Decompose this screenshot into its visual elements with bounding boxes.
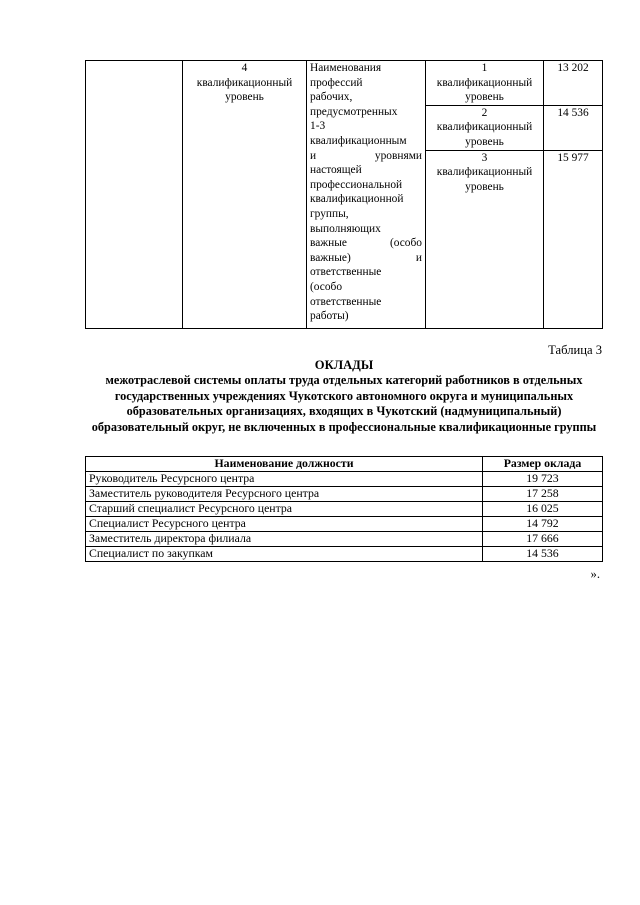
column-header-position: Наименование должности [86, 457, 483, 472]
sublevel-cell: 1 квалификационный уровень [426, 61, 544, 106]
salary-amount: 14 536 [483, 547, 603, 562]
sublevel-cell: 2 квалификационный уровень [426, 105, 544, 150]
table-header-row [86, 457, 603, 472]
document-title: ОКЛАДЫ [314, 358, 374, 372]
position-name: Специалист по закупкам [86, 547, 483, 562]
position-name: Заместитель руководителя Ресурсного центра [86, 487, 483, 502]
salary-amount: 19 723 [483, 472, 603, 487]
qualification-level-cell: 4 квалификационный уровень [183, 61, 307, 329]
column-header-salary: Размер оклада [483, 457, 603, 472]
table-row [86, 472, 603, 487]
empty-cell [86, 61, 183, 329]
sublevel-cell: 3 квалификационный уровень [426, 150, 544, 328]
amount-cell: 15 977 [544, 150, 603, 328]
salary-amount: 17 258 [483, 487, 603, 502]
amount-cell: 13 202 [544, 61, 603, 106]
salary-amount: 17 666 [483, 532, 603, 547]
salary-amount: 16 025 [483, 502, 603, 517]
table-row [86, 547, 603, 562]
closing-quote-mark: ». [590, 567, 600, 581]
position-name: Руководитель Ресурсного центра [86, 472, 483, 487]
document-subtitle: межотраслевой системы оплаты труда отдельных категорий работников в отдельных государственных учреждениях Чукотского автономного округа и муниципальных образовательных организациях, входящих в Чукотский (надмуниципальный) образовательный округ, не включенных в профессиональные квалификационные группы [91, 373, 597, 434]
table-row [86, 532, 603, 547]
professions-cell: Наименования профессий рабочих, предусмотренных 1-3 квалификационным и уровнями настоящей профессиональной квалификационной группы, выполняющих важные (особо важные) и ответственные (особо ответственные работы) [307, 61, 426, 329]
position-name: Старший специалист Ресурсного центра [86, 502, 483, 517]
salary-table [85, 456, 603, 562]
table-number-label: Таблица 3 [548, 343, 602, 357]
position-name: Заместитель директора филиала [86, 532, 483, 547]
table-row [86, 502, 603, 517]
salary-amount: 14 792 [483, 517, 603, 532]
table-row [86, 517, 603, 532]
position-name: Специалист Ресурсного центра [86, 517, 483, 532]
qualification-table [85, 60, 603, 329]
table-row [86, 487, 603, 502]
amount-cell: 14 536 [544, 105, 603, 150]
